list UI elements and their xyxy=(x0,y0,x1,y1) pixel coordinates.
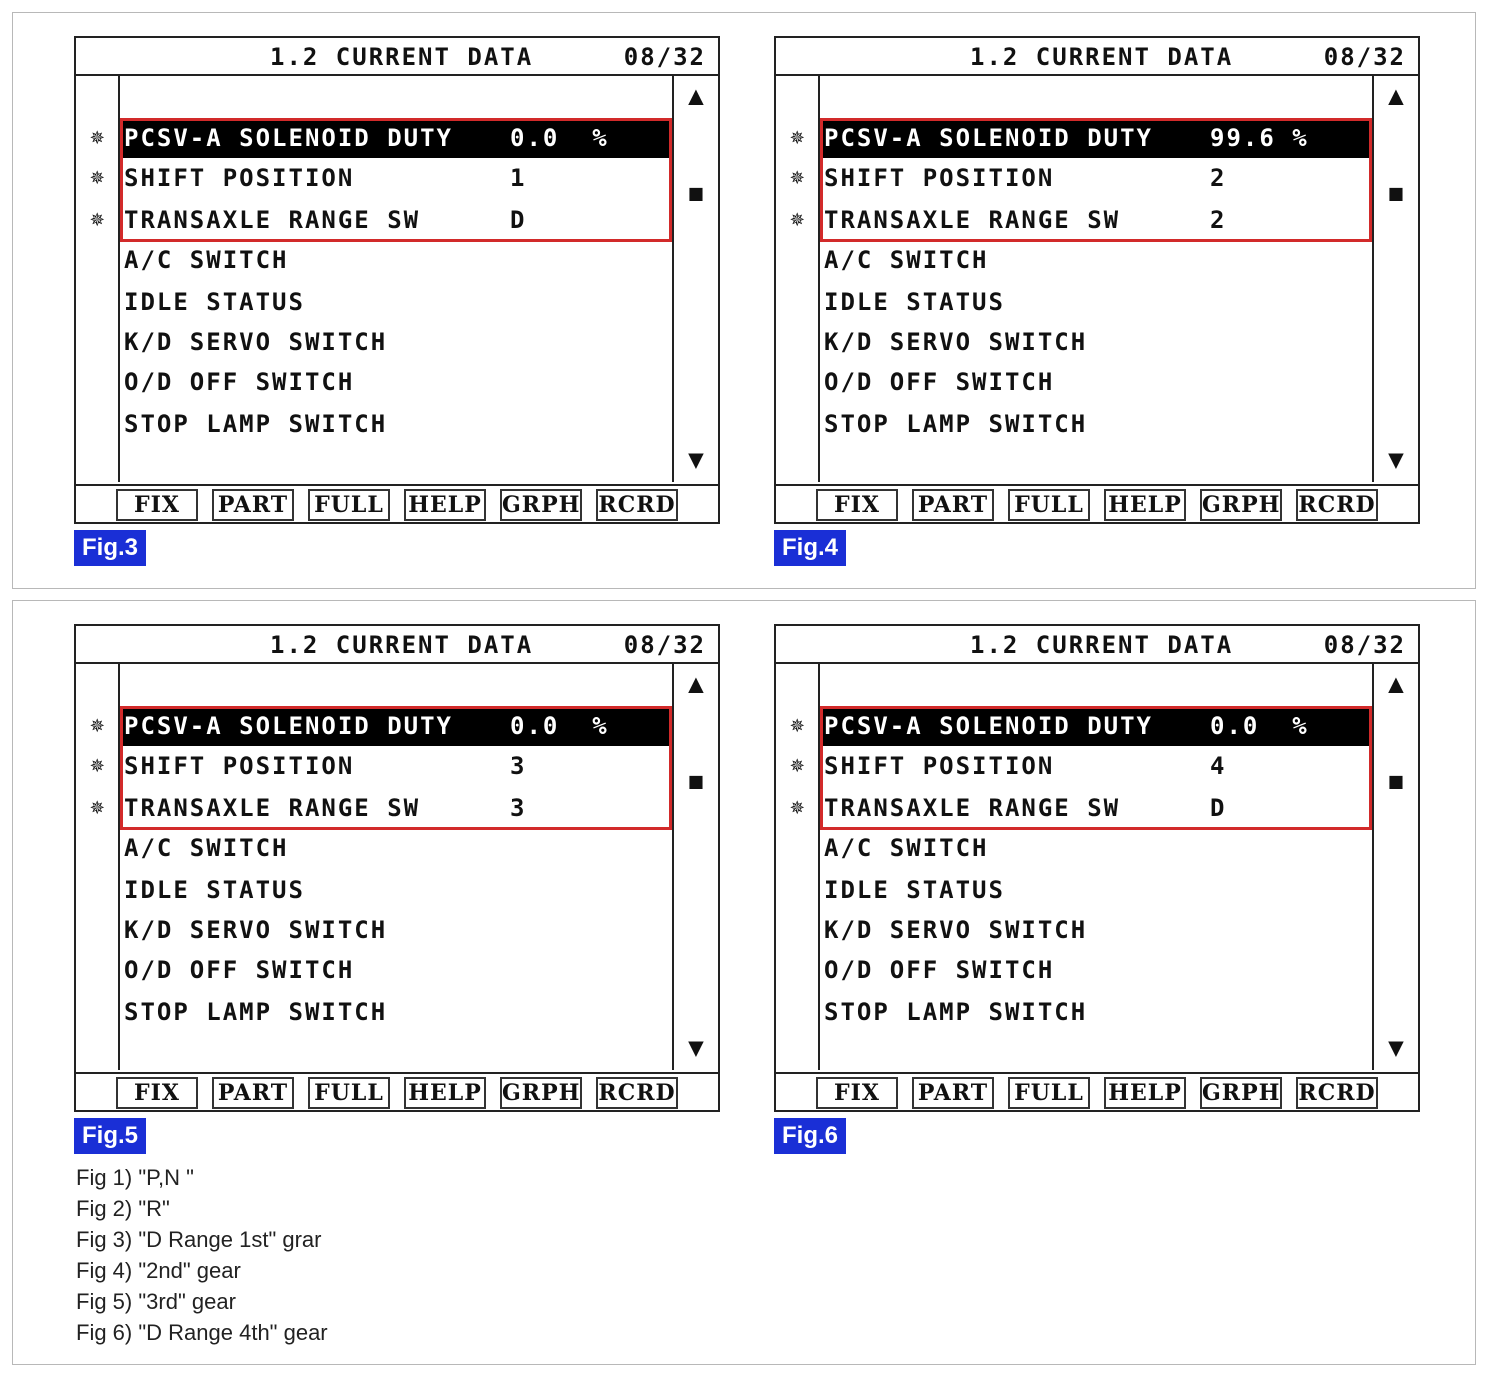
fixed-marker-column xyxy=(776,76,820,482)
scan-tool-screen xyxy=(774,624,1420,1112)
data-row-label: STOP LAMP SWITCH xyxy=(824,410,1088,438)
note-line: Fig 6) "D Range 4th" gear xyxy=(76,1320,328,1345)
scroll-thumb-icon[interactable]: ■ xyxy=(689,181,703,206)
data-row[interactable] xyxy=(820,746,1372,786)
function-button-rcrd[interactable]: RCRD xyxy=(1296,489,1378,521)
data-list xyxy=(120,664,674,1070)
function-button-rcrd[interactable]: RCRD xyxy=(596,489,678,521)
function-button-grph[interactable]: GRPH xyxy=(500,489,582,521)
data-row[interactable] xyxy=(120,362,672,402)
scroll-down-arrow-icon[interactable]: ▼ xyxy=(688,445,704,475)
figure-label: Fig.4 xyxy=(774,530,846,566)
data-row[interactable] xyxy=(820,322,1372,362)
scroll-thumb-icon[interactable]: ■ xyxy=(689,769,703,794)
scan-tool-screen xyxy=(74,624,720,1112)
data-row[interactable] xyxy=(820,828,1372,868)
screen-header xyxy=(776,626,1418,664)
data-row-label: IDLE STATUS xyxy=(124,288,305,316)
data-row-value: 0.0 % xyxy=(510,124,609,152)
function-button-fix[interactable]: FIX xyxy=(116,1077,198,1109)
data-row-label: TRANSAXLE RANGE SW xyxy=(824,794,1121,822)
data-row-label: O/D OFF SWITCH xyxy=(124,956,355,984)
data-row[interactable] xyxy=(820,950,1372,990)
data-row-label: K/D SERVO SWITCH xyxy=(124,328,388,356)
data-list xyxy=(820,664,1374,1070)
scroll-up-arrow-icon[interactable]: ▲ xyxy=(1388,669,1404,699)
data-row-label: PCSV-A SOLENOID DUTY xyxy=(124,712,453,740)
screen-header xyxy=(776,38,1418,76)
screen-title: 1.2 CURRENT DATA xyxy=(970,43,1234,71)
data-row[interactable] xyxy=(820,706,1372,746)
function-button-rcrd[interactable]: RCRD xyxy=(596,1077,678,1109)
function-button-help[interactable]: HELP xyxy=(404,1077,486,1109)
data-row-value: 2 xyxy=(1210,164,1227,192)
data-row-label: A/C SWITCH xyxy=(124,246,289,274)
function-button-fix[interactable]: FIX xyxy=(116,489,198,521)
fixed-star-icon: ✵ xyxy=(790,162,805,190)
data-row[interactable] xyxy=(120,282,672,322)
page-indicator: 08/32 xyxy=(1323,43,1406,71)
screen-title: 1.2 CURRENT DATA xyxy=(270,43,534,71)
data-row[interactable] xyxy=(120,950,672,990)
data-row-value: D xyxy=(1210,794,1227,822)
function-button-part[interactable]: PART xyxy=(212,489,294,521)
fixed-marker-column xyxy=(76,664,120,1070)
page-indicator: 08/32 xyxy=(623,43,706,71)
fixed-star-icon: ✵ xyxy=(790,204,805,232)
data-row-value: 1 xyxy=(510,164,527,192)
data-row[interactable] xyxy=(120,404,672,444)
scan-tool-figure xyxy=(774,36,1420,566)
data-list xyxy=(120,76,674,482)
data-row[interactable] xyxy=(120,158,672,198)
data-list xyxy=(820,76,1374,482)
data-row[interactable] xyxy=(820,788,1372,828)
data-row-label: SHIFT POSITION xyxy=(824,164,1055,192)
function-key-bar xyxy=(76,1072,718,1110)
fixed-star-icon: ✵ xyxy=(790,750,805,778)
screen-header xyxy=(76,38,718,76)
fixed-star-icon: ✵ xyxy=(790,122,805,150)
note-line: Fig 3) "D Range 1st" grar xyxy=(76,1227,322,1252)
data-row-label: PCSV-A SOLENOID DUTY xyxy=(824,124,1153,152)
data-row-label: STOP LAMP SWITCH xyxy=(824,998,1088,1026)
fixed-star-icon: ✵ xyxy=(790,710,805,738)
data-row[interactable] xyxy=(820,118,1372,158)
function-button-grph[interactable]: GRPH xyxy=(500,1077,582,1109)
data-row-label: O/D OFF SWITCH xyxy=(124,368,355,396)
function-button-part[interactable]: PART xyxy=(912,489,994,521)
data-row-label: SHIFT POSITION xyxy=(124,752,355,780)
data-row-label: IDLE STATUS xyxy=(824,876,1005,904)
function-button-full[interactable]: FULL xyxy=(1008,489,1090,521)
fixed-star-icon: ✵ xyxy=(790,792,805,820)
data-row-label: STOP LAMP SWITCH xyxy=(124,998,388,1026)
scroll-up-arrow-icon[interactable]: ▲ xyxy=(688,669,704,699)
fixed-star-icon: ✵ xyxy=(90,710,105,738)
scroll-down-arrow-icon[interactable]: ▼ xyxy=(1388,445,1404,475)
scrollbar[interactable] xyxy=(674,664,718,1070)
function-button-grph[interactable]: GRPH xyxy=(1200,489,1282,521)
fixed-star-icon: ✵ xyxy=(90,162,105,190)
data-row-label: O/D OFF SWITCH xyxy=(824,368,1055,396)
scan-tool-figure xyxy=(74,624,720,1154)
screen-title: 1.2 CURRENT DATA xyxy=(270,631,534,659)
scroll-thumb-icon[interactable]: ■ xyxy=(1389,769,1403,794)
data-row-label: K/D SERVO SWITCH xyxy=(124,916,388,944)
data-row[interactable] xyxy=(820,870,1372,910)
data-row[interactable] xyxy=(820,992,1372,1032)
figure-label: Fig.5 xyxy=(74,1118,146,1154)
data-row-label: PCSV-A SOLENOID DUTY xyxy=(824,712,1153,740)
data-row[interactable] xyxy=(820,404,1372,444)
note-line: Fig 1) "P,N " xyxy=(76,1165,194,1190)
data-row[interactable] xyxy=(120,870,672,910)
data-row-value: D xyxy=(510,206,527,234)
data-row-label: SHIFT POSITION xyxy=(824,752,1055,780)
data-row[interactable] xyxy=(120,788,672,828)
function-key-bar xyxy=(76,484,718,522)
data-row-label: IDLE STATUS xyxy=(124,876,305,904)
figure-label: Fig.6 xyxy=(774,1118,846,1154)
data-row-value: 3 xyxy=(510,794,527,822)
data-row-label: K/D SERVO SWITCH xyxy=(824,916,1088,944)
data-row-label: A/C SWITCH xyxy=(824,834,989,862)
data-row[interactable] xyxy=(120,118,672,158)
fixed-marker-column xyxy=(776,664,820,1070)
fixed-star-icon: ✵ xyxy=(90,792,105,820)
data-row[interactable] xyxy=(120,746,672,786)
function-button-grph[interactable]: GRPH xyxy=(1200,1077,1282,1109)
fixed-star-icon: ✵ xyxy=(90,750,105,778)
data-row-label: TRANSAXLE RANGE SW xyxy=(824,206,1121,234)
function-key-bar xyxy=(776,1072,1418,1110)
data-row-label: A/C SWITCH xyxy=(124,834,289,862)
scroll-up-arrow-icon[interactable]: ▲ xyxy=(688,81,704,111)
data-row-value: 3 xyxy=(510,752,527,780)
fixed-star-icon: ✵ xyxy=(90,122,105,150)
data-row[interactable] xyxy=(820,910,1372,950)
data-row-label: TRANSAXLE RANGE SW xyxy=(124,206,421,234)
figure-label: Fig.3 xyxy=(74,530,146,566)
scan-tool-figure xyxy=(74,36,720,566)
scroll-down-arrow-icon[interactable]: ▼ xyxy=(688,1033,704,1063)
scroll-down-arrow-icon[interactable]: ▼ xyxy=(1388,1033,1404,1063)
function-button-help[interactable]: HELP xyxy=(404,489,486,521)
data-row-label: IDLE STATUS xyxy=(824,288,1005,316)
screen-header xyxy=(76,626,718,664)
scrollbar[interactable] xyxy=(1374,664,1418,1070)
data-row-label: SHIFT POSITION xyxy=(124,164,355,192)
data-row[interactable] xyxy=(820,158,1372,198)
scroll-thumb-icon[interactable]: ■ xyxy=(1389,181,1403,206)
screen-title: 1.2 CURRENT DATA xyxy=(970,631,1234,659)
scroll-up-arrow-icon[interactable]: ▲ xyxy=(1388,81,1404,111)
function-button-rcrd[interactable]: RCRD xyxy=(1296,1077,1378,1109)
function-button-full[interactable]: FULL xyxy=(1008,1077,1090,1109)
data-row[interactable] xyxy=(820,240,1372,280)
scan-tool-screen xyxy=(774,36,1420,524)
function-button-part[interactable]: PART xyxy=(912,1077,994,1109)
data-row-value: 4 xyxy=(1210,752,1227,780)
data-row[interactable] xyxy=(120,706,672,746)
data-row-label: K/D SERVO SWITCH xyxy=(824,328,1088,356)
data-row-label: STOP LAMP SWITCH xyxy=(124,410,388,438)
function-key-bar xyxy=(776,484,1418,522)
data-row[interactable] xyxy=(120,992,672,1032)
data-row-label: PCSV-A SOLENOID DUTY xyxy=(124,124,453,152)
page-indicator: 08/32 xyxy=(623,631,706,659)
fixed-star-icon: ✵ xyxy=(90,204,105,232)
function-button-help[interactable]: HELP xyxy=(1104,489,1186,521)
data-row[interactable] xyxy=(820,362,1372,402)
data-row-value: 0.0 % xyxy=(1210,712,1309,740)
note-line: Fig 4) "2nd" gear xyxy=(76,1258,241,1283)
function-button-full[interactable]: FULL xyxy=(308,489,390,521)
data-row-value: 0.0 % xyxy=(510,712,609,740)
data-row-value: 99.6 % xyxy=(1210,124,1309,152)
data-row[interactable] xyxy=(820,200,1372,240)
data-row-value: 2 xyxy=(1210,206,1227,234)
note-line: Fig 5) "3rd" gear xyxy=(76,1289,236,1314)
function-button-fix[interactable]: FIX xyxy=(816,489,898,521)
figure-notes xyxy=(76,1162,328,1348)
fixed-marker-column xyxy=(76,76,120,482)
function-button-full[interactable]: FULL xyxy=(308,1077,390,1109)
page-indicator: 08/32 xyxy=(1323,631,1406,659)
scrollbar[interactable] xyxy=(1374,76,1418,482)
function-button-fix[interactable]: FIX xyxy=(816,1077,898,1109)
note-line: Fig 2) "R" xyxy=(76,1196,170,1221)
data-row[interactable] xyxy=(120,322,672,362)
function-button-help[interactable]: HELP xyxy=(1104,1077,1186,1109)
data-row[interactable] xyxy=(120,240,672,280)
data-row-label: O/D OFF SWITCH xyxy=(824,956,1055,984)
data-row[interactable] xyxy=(120,200,672,240)
scrollbar[interactable] xyxy=(674,76,718,482)
data-row-label: A/C SWITCH xyxy=(824,246,989,274)
scan-tool-figure xyxy=(774,624,1420,1154)
data-row-label: TRANSAXLE RANGE SW xyxy=(124,794,421,822)
data-row[interactable] xyxy=(120,910,672,950)
function-button-part[interactable]: PART xyxy=(212,1077,294,1109)
scan-tool-screen xyxy=(74,36,720,524)
data-row[interactable] xyxy=(820,282,1372,322)
data-row[interactable] xyxy=(120,828,672,868)
